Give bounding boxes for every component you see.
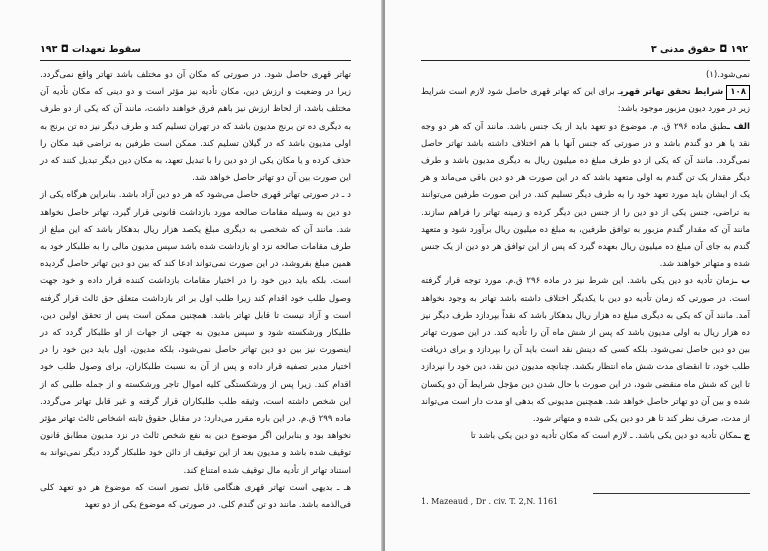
left-paragraph-he: هـ ـ بدیهی است تهاتر قهری هنگامی قابل تصور است که موضوع هر دو تعهد کلی فی‌الذمه باشد. مانند دو تن گندم کلی. در صورتی که موضوع یکی از دو تعهد: [40, 482, 351, 511]
right-page: [385, 0, 768, 551]
right-page-body: [421, 67, 750, 445]
section-number-box: ۱۰۸: [726, 85, 750, 100]
left-paragraph-continuation: تهاتر قهری حاصل شود. در صورتی که مکان آن دو مختلف باشد تهاتر واقع نمی‌گردد. زیرا در وضعیت و ارزش دین، مکان تأدیه نیز مؤثر است و دو دینی که مکان تأدیه آن مختلف باشد، از لحاظ ارزش نیز باهم فرق خواهند داشت، مانند آن که یکی از دو طرف به دیگری ده تن برنج مدیون باشد که در تهران تسلیم کند و طرف دیگر نیز ده تن برنج به اولی مدیون باشد که در گیلان تسلیم کند. ممکن است طرفین به تراضی قید مکان را حذف کرده و یا مکان یکی از دو دین را با تبدیل تعهد، به مکان دین دیگر تبدیل کنند که در این صورت بین آن دو تهاتر حاصل خواهد شد.: [40, 70, 351, 184]
left-page-body: [40, 67, 351, 514]
condition-jim-text: مکان تأدیه دو دین یکی باشد. ـ لازم است که مکان تأدیه دو دین یکی باشد تا: [470, 431, 738, 442]
condition-jim-label: ج ـ: [737, 431, 750, 442]
left-head-rule: [40, 60, 351, 61]
section-108-paragraph: [421, 84, 750, 118]
right-intro-line: نمی‌شود.(۱): [705, 70, 750, 80]
left-paragraph-dal: د ـ در صورتی تهاتر قهری حاصل می‌شود که هر دو دین آزاد باشد. بنابراین هرگاه یکی از دو دین به وسیله مقامات صالحه مورد بازداشت قانونی قرار گیرد، تهاتر حاصل نخواهد شد. مانند آن که شخصی به دیگری مبلغ یکصد هزار ریال بدهکار باشد که این مبلغ از طرف مقامات صالحه نزد او بازداشت شده باشد سپس مدیون مالی را به طلبکار خود به همین مبلغ بفروشد، در این صورت نمی‌تواند ادعا کند که بین دو دین تهاتر حاصل گردیده است. بلکه باید دین خود را در اختیار مقامات بازداشت کننده قرار داده و خود جهت وصول طلب خود اقدام کند زیرا طلب اول بر اثر بازداشت متعلق حق ثالث قرار گرفته است و آزاد نیست تا قابل تهاتر باشد. همچنین ممکن است پس از تحقق اولین دین، طلبکار ورشکسته شود و سپس مدیون به جهتی از جهات از او طلبکار گردد که در اینصورت نیز بین دو دین تهاتر حاصل نمی‌شود، بلکه مدیون، اول باید دین خود را در اختیار مدیر تصفیه قرار داده و پس از آن به نسبت طلبکاران، برای وصول طلب خود اقدام کند. زیرا پس از ورشکستگی کلیه اموال تاجر ورشکسته و از جمله طلبی که از این شخص داشته است، وثیقه طلب طلبکاران قرار گرفته و غیر قابل تهاتر می‌گردد. ماده ۲۹۹ ق.م. در این باره مقرر می‌دارد: در مقابل حقوق ثابته اشخاص ثالث تهاتر مؤثر نخواهد بود و بنابراین اگر موضوع دین به نفع شخص ثالث در نزد مدیون مطابق قانون توقیف شده باشد و مدیون بعد از این توقیف از دائن خود طلبکار گردد دیگر نمی‌تواند به استناد تهاتر از تأدیه مال توقیف شده امتناع کند.: [40, 190, 351, 476]
condition-alef-label: الف ـ: [726, 121, 750, 132]
left-running-head: سقوط تعهدات ◘ ۱۹۳: [40, 44, 141, 55]
condition-be-text: زمان تأدیه دو دین یکی باشد. این شرط نیز در ماده ۲۹۶ ق.م. مورد توجه قرار گرفته است. در صورتی که زمان تأدیه دو دین با یکدیگر اختلاف داشته باشد تهاتر به وجود نخواهد آمد. مانند آن که یکی به دیگری مبلغ ده هزار ریال بدهکار باشد که نقداً بپردازد طرف دیگر نیز ده هزار ریال به اولی مدیون باشد که پس از شش ماه آن را تأدیه کند. در این صورت تهاتر بین دو دین حاصل نمی‌شود. بلکه کسی که دینش نقد است باید آن را بپردازد و برای دریافت طلب خود، تا انقضای مدت شش ماه انتظار بکشد. چنانچه مدیون دین نقد، دین خود را نپردازد تا این که شش ماه منقضی شود، در این صورت با حال شدن دین مؤجل شرایط آن دو یکسان شده و بین آن دو تهاتر حاصل خواهد شد. همچنین مدیونی که بدهی او مدت دار است می‌تواند از مدت، صرف نظر کند تا هر دو دین یکی شده و متهاتر شود.: [421, 276, 750, 425]
condition-alef-text: طبق ماده ۲۹۶ ق. م. موضوع دو تعهد باید از یک جنس باشد. مانند آن که هر دو وجه نقد یا هر دو گندم باشد و در صورتی که جنس آنها با هم اختلاف داشته باشد تهاتر حاصل نمی‌گردد. مانند آن که یکی از دو طرف مبلغ ده میلیون ریال به دیگری مدیون باشد و طرف دیگر مقدار یک تن گندم به اولی متعهد باشد که در این صورت هر دو دین باقی می‌ماند و هر یک از ایشان باید مورد تعهد خود را به طرف دیگر تسلیم کند. در این صورت طرفین می‌توانند به تراضی، جنس یکی از دو دین را از جنس دین دیگر کرده و زمینه تهاتر را فراهم سازند. مانند آن که مقدار گندم مزبور به توافق طرفین، به مبلغ ده میلیون ریال برآورد شود و متعهد گندم به جای آن مبلغ ده میلیون ریال بعهده گیرد که پس از این توافق هر دو دین از یک جنس شده و متهاتر خواهند شد.: [421, 121, 750, 270]
condition-alef-paragraph: [421, 119, 750, 274]
condition-jim-paragraph: [421, 428, 750, 445]
condition-be-label: ب ـ: [734, 276, 750, 287]
section-title: شرایط تحقق تهاتر قهری: [620, 87, 724, 98]
left-page: [0, 0, 383, 551]
right-head-rule: [421, 60, 750, 61]
right-running-head: ۱۹۲ ◘ حقوق مدنی ۳: [650, 44, 748, 55]
section-lead: ـ برای این که تهاتر قهری حاصل شود لازم است شرایط زیر در مورد دیون مزبور موجود باشد:: [421, 87, 750, 115]
condition-be-paragraph: [421, 273, 750, 428]
footnote: 1. Mazeaud , Dr . civ. T. 2,N. 1161: [421, 497, 559, 506]
footnote-rule: [593, 493, 750, 494]
